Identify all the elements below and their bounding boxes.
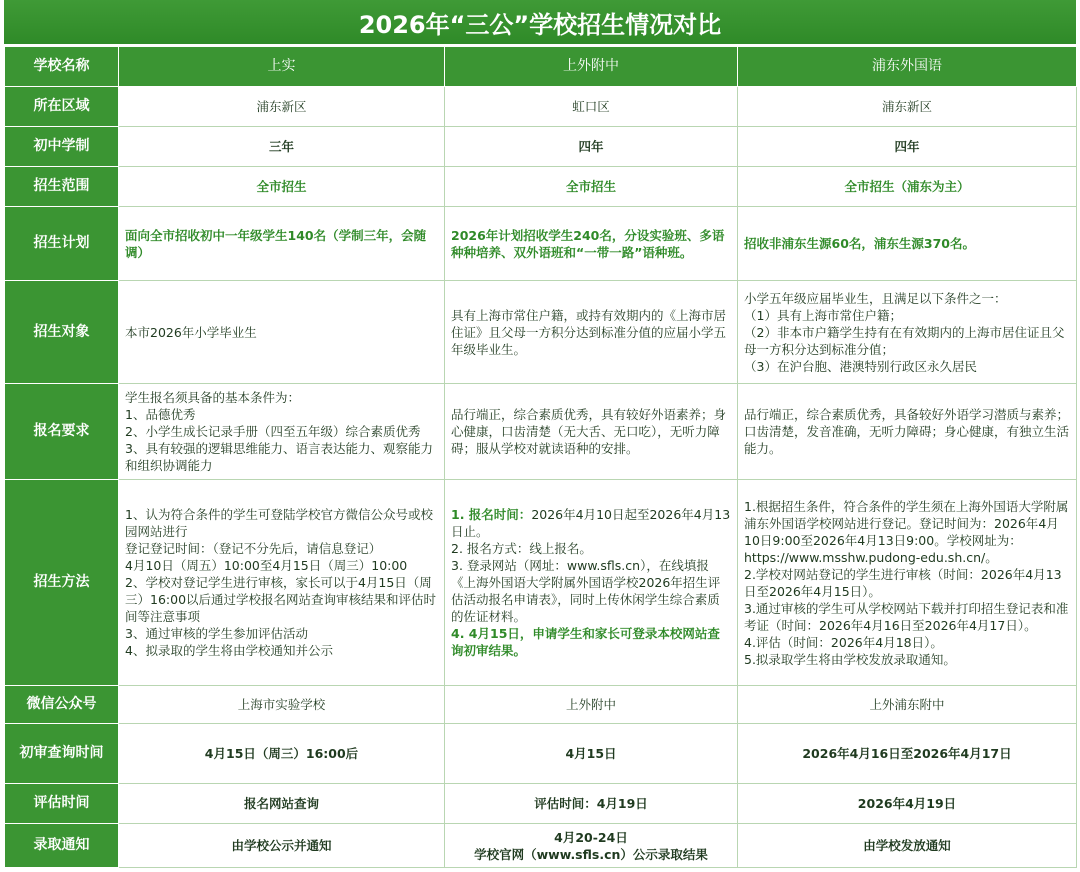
- table-row-target: [5, 281, 1077, 384]
- row-label: 微信公众号: [5, 686, 119, 724]
- highlight-text: 申请学生和家长可登录本校网站查询初审结果。: [451, 626, 720, 658]
- table-row-district: [5, 87, 1077, 127]
- table-cell: 浦东新区: [738, 87, 1077, 127]
- table-row-method: [5, 480, 1077, 686]
- highlight-text: 4. 4月15日，: [451, 626, 533, 641]
- text-line: 4月10日（周五）10:00至4月15日（周三）10:00: [125, 558, 408, 573]
- table-cell: [445, 824, 738, 868]
- comparison-table: [4, 46, 1077, 868]
- row-label: 学校名称: [5, 47, 119, 87]
- row-label: 所在区域: [5, 87, 119, 127]
- text-line: 学生报名须具备的基本条件为：: [125, 390, 301, 405]
- row-label: 招生范围: [5, 167, 119, 207]
- row-label: 招生对象: [5, 281, 119, 384]
- text-line: （3）在沪台胞、港澳特别行政区永久居民: [744, 358, 977, 374]
- table-cell: 面向全市招收初中一年级学生140名（学制三年，会随调）: [119, 207, 445, 281]
- table-cell: 上外附中: [445, 686, 738, 724]
- text-line: 3. 登录网站（网址：www.sfls.cn），在线填报《上海外国语大学附属外国语学校2026年招生评估活动报名申请表》，同时上传休闲学生综合素质的佐证材料。: [451, 558, 721, 624]
- table-cell: 4月15日: [445, 724, 738, 784]
- text-line: 1.根据招生条件，符合条件的学生须在上海外国语大学附属浦东外国语学校网站进行登记。登记时间为：2026年4月10日9:00至2026年4月13日9:00。学校网址为：https://www.msshw.pudong-edu.sh.cn/。: [744, 498, 1069, 565]
- school-header: 上实: [119, 47, 445, 87]
- page-title: 2026年“三公”学校招生情况对比: [4, 0, 1076, 46]
- table-row-check-time: [5, 724, 1077, 784]
- school-header: 上外附中: [445, 47, 738, 87]
- highlight-text: 1. 报名时间：: [451, 507, 532, 522]
- table-cell: 2026年4月19日: [738, 784, 1077, 824]
- table-cell: 四年: [738, 127, 1077, 167]
- text-line: 3、具有较强的逻辑思维能力、语言表达能力、观察能力和组织协调能力: [125, 441, 433, 473]
- table-cell: 4月15日（周三）16:00后: [119, 724, 445, 784]
- table-row-scope: [5, 167, 1077, 207]
- table-cell: 由学校发放通知: [738, 824, 1077, 868]
- table-cell: [119, 480, 445, 686]
- text-line: 1、品德优秀: [125, 407, 196, 422]
- table-row-school-name: [5, 47, 1077, 87]
- table-cell: 全市招生: [445, 167, 738, 207]
- text-span: 2026年4月10日起至2026年4月13日止。: [451, 507, 731, 539]
- row-label: 初中学制: [5, 127, 119, 167]
- text-line: （1）具有上海市常住户籍；: [744, 307, 902, 323]
- text-line: 学校官网（www.sfls.cn）公示录取结果: [474, 846, 708, 862]
- text-line: 1、认为符合条件的学生可登陆学校官方微信公众号或校园网站进行: [125, 507, 433, 539]
- table-cell: 全市招生: [119, 167, 445, 207]
- text-line: 小学五年级应届毕业生，且满足以下条件之一：: [744, 290, 1007, 306]
- row-label: 招生方法: [5, 480, 119, 686]
- text-line: 3.通过审核的学生可从学校网站下载并打印招生登记表和准考证（时间：2026年4月16日至2026年4月17日）。: [744, 600, 1069, 633]
- table-cell: 报名网站查询: [119, 784, 445, 824]
- text-line: 4.评估（时间：2026年4月18日）。: [744, 634, 943, 650]
- row-label: 录取通知: [5, 824, 119, 868]
- table-row-requirements: [5, 384, 1077, 480]
- table-cell: 2026年4月16日至2026年4月17日: [738, 724, 1077, 784]
- table-cell: 全市招生（浦东为主）: [738, 167, 1077, 207]
- text-line: 2、学校对登记学生进行审核，家长可以于4月15日（周三）16:00以后通过学校报名网站查询审核结果和评估时间等注意事项: [125, 575, 437, 624]
- table-row-duration: [5, 127, 1077, 167]
- table-cell: 上海市实验学校: [119, 686, 445, 724]
- table-cell: 浦东新区: [119, 87, 445, 127]
- table-row-notice: [5, 824, 1077, 868]
- table-cell: 品行端正，综合素质优秀，具有较好外语素养；身心健康，口齿清楚（无大舌、无口吃），无听力障碍；服从学校对就读语种的安排。: [445, 384, 738, 480]
- table-cell: 评估时间：4月19日: [445, 784, 738, 824]
- text-line: 2、小学生成长记录手册（四至五年级）综合素质优秀: [125, 424, 421, 439]
- text-line: （2）非本市户籍学生持有在有效期内的上海市居住证且父母一方积分达到标准分值；: [744, 324, 1065, 357]
- table-cell: 四年: [445, 127, 738, 167]
- table-cell: 由学校公示并通知: [119, 824, 445, 868]
- text-line: 3、通过审核的学生参加评估活动: [125, 626, 308, 641]
- row-label: 报名要求: [5, 384, 119, 480]
- text-line: 2.学校对网站登记的学生进行审核（时间：2026年4月13日至2026年4月15日）。: [744, 566, 1062, 599]
- text-line: 5.拟录取学生将由学校发放录取通知。: [744, 651, 956, 667]
- table-cell: 具有上海市常住户籍，或持有效期内的《上海市居住证》且父母一方积分达到标准分值的应届小学五年级毕业生。: [445, 281, 738, 384]
- school-header: 浦东外国语: [738, 47, 1077, 87]
- table-cell: [445, 480, 738, 686]
- text-line: 2. 报名方式：线上报名。: [451, 541, 592, 556]
- table-cell: 三年: [119, 127, 445, 167]
- text-line: [451, 506, 731, 540]
- table-cell: 虹口区: [445, 87, 738, 127]
- text-line: [451, 625, 731, 659]
- table-row-plan: [5, 207, 1077, 281]
- table-cell: 上外浦东附中: [738, 686, 1077, 724]
- table-cell: 本市2026年小学毕业生: [119, 281, 445, 384]
- table-cell: 招收非浦东生源60名，浦东生源370名。: [738, 207, 1077, 281]
- table-row-assess-time: [5, 784, 1077, 824]
- table-cell: 2026年计划招收学生240名，分设实验班、多语种种培养、双外语班和“一带一路”语种班。: [445, 207, 738, 281]
- row-label: 初审查询时间: [5, 724, 119, 784]
- text-line: 4、拟录取的学生将由学校通知并公示: [125, 643, 333, 658]
- text-line: 登记登记时间：（登记不分先后，请信息登记）: [125, 541, 382, 556]
- table-row-wechat: [5, 686, 1077, 724]
- row-label: 招生计划: [5, 207, 119, 281]
- row-label: 评估时间: [5, 784, 119, 824]
- table-cell: [119, 384, 445, 480]
- table-cell: 品行端正，综合素质优秀，具备较好外语学习潜质与素养；口齿清楚，发音准确，无听力障碍；身心健康，有独立生活能力。: [738, 384, 1077, 480]
- table-cell: [738, 281, 1077, 384]
- text-line: 4月20-24日: [554, 829, 628, 845]
- table-cell: [738, 480, 1077, 686]
